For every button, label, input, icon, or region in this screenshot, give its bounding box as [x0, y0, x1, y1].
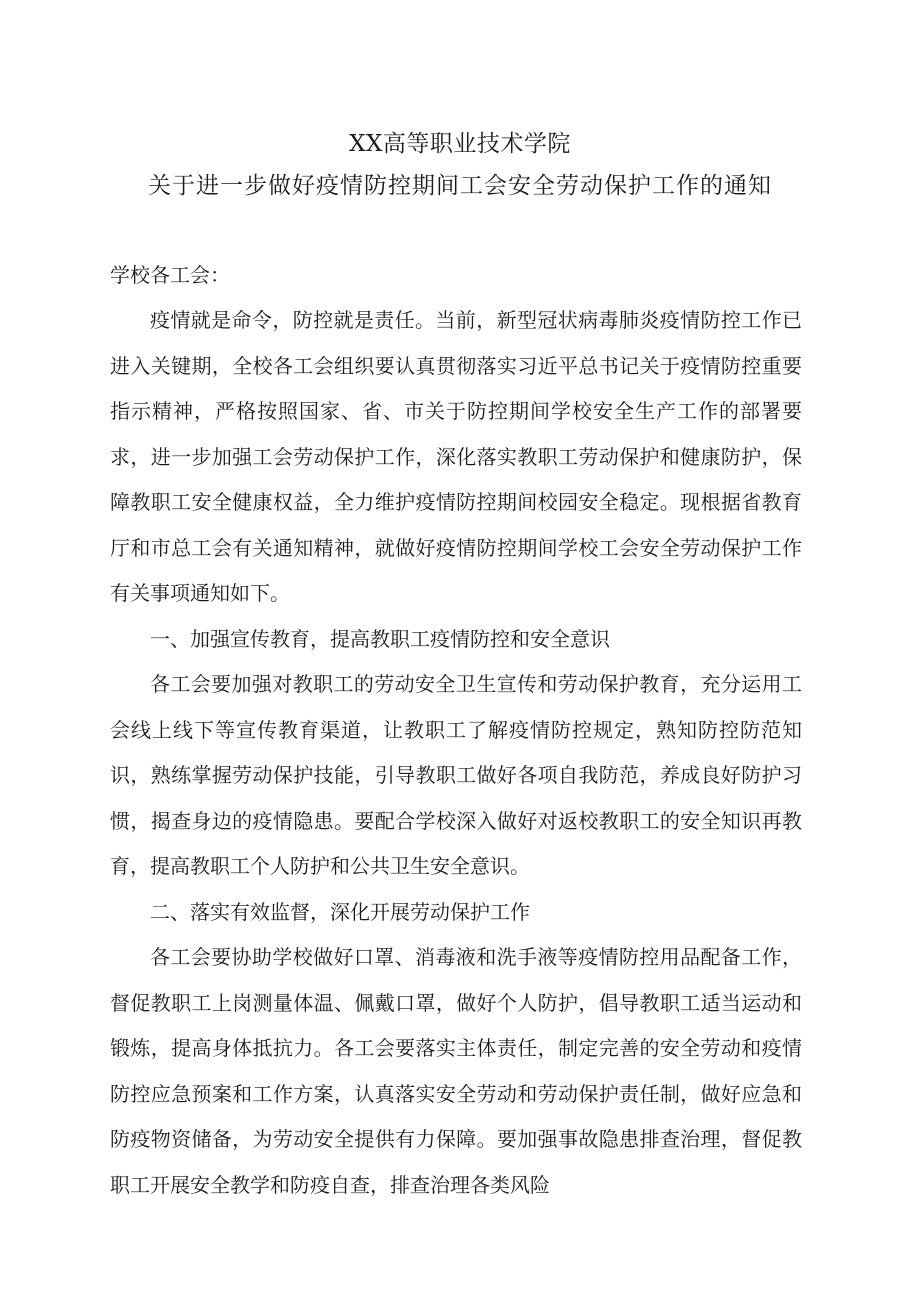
paragraph-intro: 疫情就是命令，防控就是责任。当前，新型冠状病毒肺炎疫情防控工作已进入关键期，全校各工会组织要认真贯彻落实习近平总书记关于疫情防控重要指示精神，严格按照国家、省、市关于防控期间学校安全生产工作的部署要求，进一步加强工会劳动保护工作，深化落实教职工劳动保护和健康防护，保障教职工安全健康权益，全力维护疫情防控期间校园安全稳定。现根据省教育厅和市总工会有关通知精神，就做好疫情防控期间学校工会安全劳动保护工作有关事项通知如下。 — [110, 308, 802, 605]
paragraph-section-2: 各工会要协助学校做好口罩、消毒液和洗手液等疫情防控用品配备工作，督促教职工上岗测量体温、佩戴口罩，做好个人防护，倡导教职工适当运动和锻炼，提高身体抵抗力。各工会要落实主体责任，制定完善的安全劳动和疫情防控应急预案和工作方案，认真落实安全劳动和劳动保护责任制，做好应急和防疫物资储备，为劳动安全提供有力保障。要加强事故隐患排查治理，督促教职工开展安全教学和防疫自查，排查治理各类风险 — [110, 945, 802, 1197]
document-body — [110, 298, 802, 1208]
document-title-line-1: XX高等职业技术学院 — [349, 131, 571, 157]
section-heading-2: 二、落实有效监督，深化开展劳动保护工作 — [150, 899, 530, 924]
paragraph-section-1: 各工会要加强对教职工的劳动安全卫生宣传和劳动保护教育，充分运用工会线上线下等宣传教育渠道，让教职工了解疫情防控规定，熟知防控防范知识，熟练掌握劳动保护技能，引导教职工做好各项自我防范，养成良好防护习惯，揭查身边的疫情隐患。要配合学校深入做好对返校教职工的安全知识再教育，提高教职工个人防护和公共卫生安全意识。 — [110, 672, 802, 878]
document-title-line-2: 关于进一步做好疫情防控期间工会安全劳动保护工作的通知 — [148, 173, 772, 199]
salutation: 学校各工会： — [110, 263, 230, 287]
section-heading-1: 一、加强宣传教育，提高教职工疫情防控和安全意识 — [150, 626, 610, 651]
